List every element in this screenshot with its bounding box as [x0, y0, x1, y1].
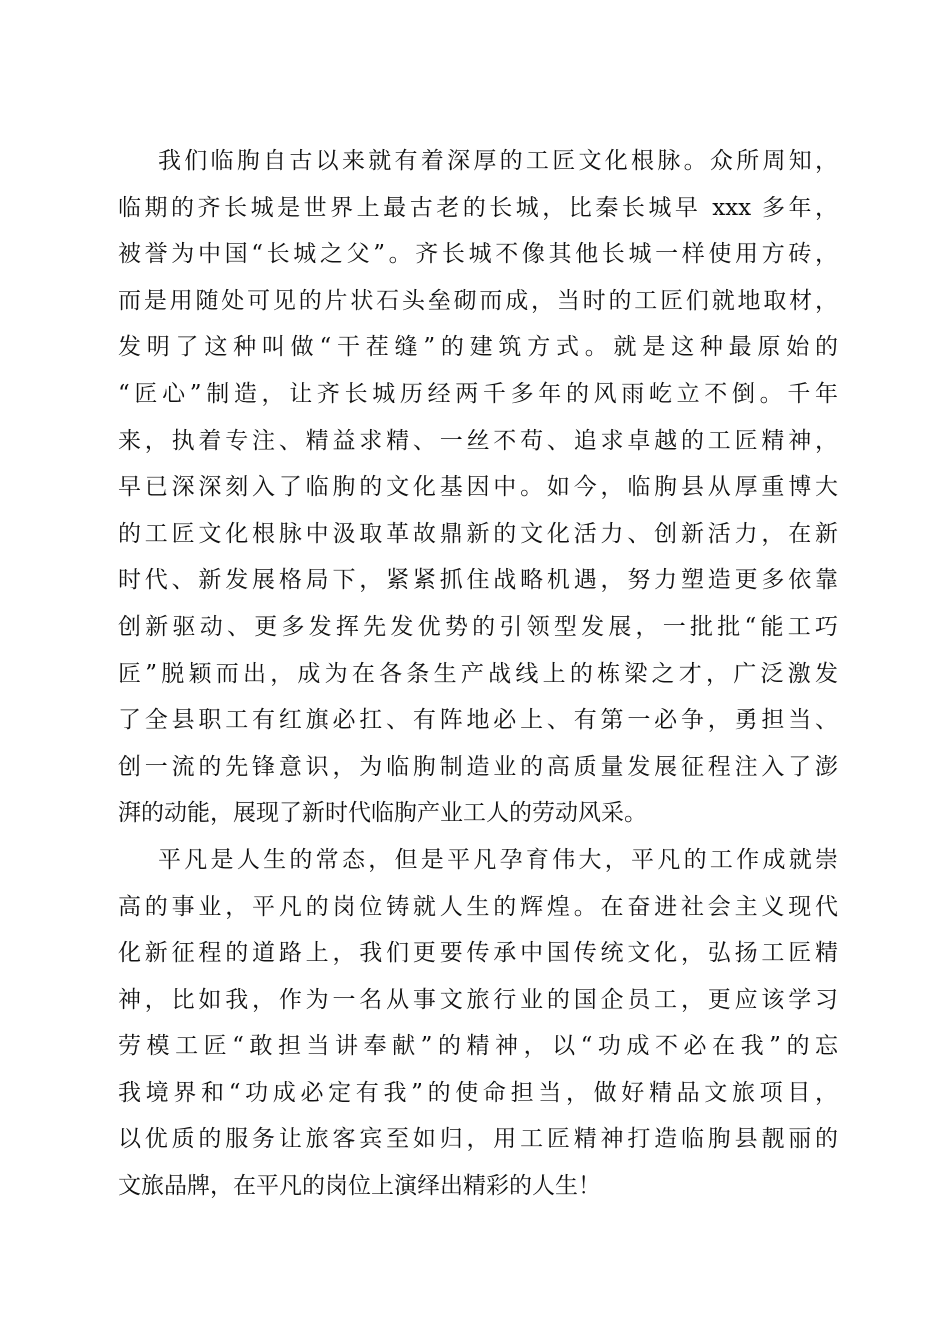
text-line: 神，比如我，作为一名从事文旅行业的国企员工，更应该学习: [118, 986, 838, 1013]
text-line: 创新驱动、更多发挥先发优势的引领型发展，一批批“能工巧: [118, 613, 838, 640]
text-line: 被誉为中国“长城之父”。齐长城不像其他长城一样使用方砖，: [118, 241, 838, 268]
text-line: 发明了这种叫做“干茬缝”的建筑方式。就是这种最原始的: [118, 334, 838, 361]
text-line: 劳模工匠“敢担当讲奉献”的精神，以“功成不必在我”的忘: [118, 1033, 838, 1060]
text-line: 早已深深刻入了临朐的文化基因中。如今，临朐县从厚重博大: [118, 474, 838, 501]
text-line: 高的事业，平凡的岗位铸就人生的辉煌。在奋进社会主义现代: [118, 893, 838, 920]
text-line: 时代、新发展格局下，紧紧抓住战略机遇，努力塑造更多依靠: [118, 567, 838, 594]
text-line: 来，执着专注、精益求精、一丝不苟、追求卓越的工匠精神，: [118, 427, 838, 454]
text-line: 临期的齐长城是世界上最古老的长城，比秦长城早 xxx 多年，: [118, 194, 838, 221]
text-line: 创一流的先锋意识，为临朐制造业的高质量发展征程注入了澎: [118, 753, 838, 780]
text-line: 了全县职工有红旗必扛、有阵地必上、有第一必争，勇担当、: [118, 707, 838, 734]
text-line: 化新征程的道路上，我们更要传承中国传统文化，弘扬工匠精: [118, 940, 838, 967]
text-line: 的工匠文化根脉中汲取革故鼎新的文化活力、创新活力，在新: [118, 520, 838, 547]
paragraph-2: [118, 837, 838, 1210]
paragraph-1: [118, 138, 838, 837]
text-line: 我们临朐自古以来就有着深厚的工匠文化根脉。众所周知，: [158, 148, 838, 174]
text-line: 匠”脱颖而出，成为在各条生产战线上的栋梁之才，广泛激发: [118, 660, 838, 687]
text-line: 湃的动能，展现了新时代临朐产业工人的劳动风采。: [118, 800, 647, 827]
text-line: “匠心”制造，让齐长城历经两千多年的风雨屹立不倒。千年: [118, 380, 838, 407]
text-line: 文旅品牌，在平凡的岗位上演绎出精彩的人生！: [118, 1173, 601, 1200]
text-line: 以优质的服务让旅客宾至如归，用工匠精神打造临朐县靓丽的: [118, 1126, 838, 1153]
text-line: 我境界和“功成必定有我”的使命担当，做好精品文旅项目，: [118, 1079, 838, 1106]
text-line: 而是用随处可见的片状石头垒砌而成，当时的工匠们就地取材，: [118, 287, 838, 314]
text-line: 平凡是人生的常态，但是平凡孕育伟大，平凡的工作成就崇: [158, 846, 838, 873]
body-text: [118, 138, 838, 1210]
